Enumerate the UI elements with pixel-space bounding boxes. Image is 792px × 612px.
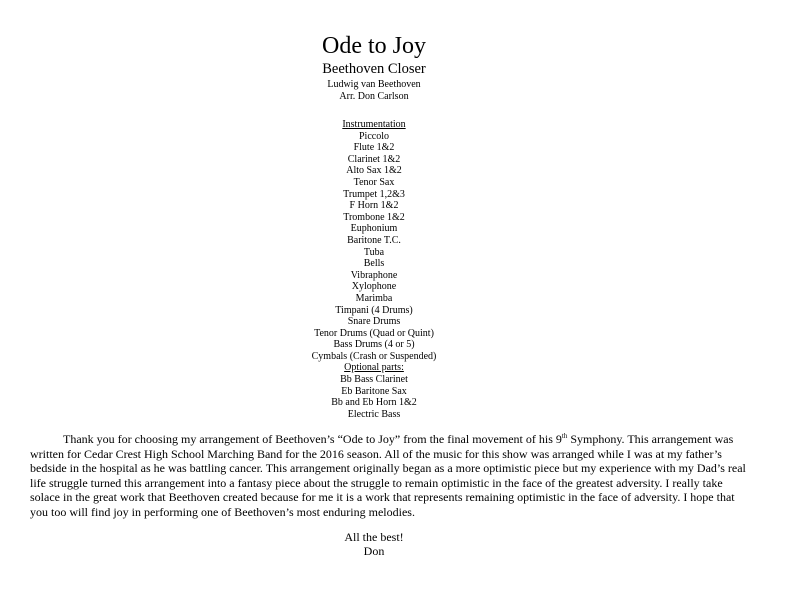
ordinal-superscript: th <box>561 432 568 440</box>
sign-off <box>274 530 474 558</box>
instrument-item: Cymbals (Crash or Suspended) <box>311 350 437 362</box>
arranger-credit: Arr. Don Carlson <box>339 90 409 102</box>
instrument-item: Timpani (4 Drums) <box>335 304 413 316</box>
optional-instrument-item: Bb Bass Clarinet <box>340 374 408 386</box>
optional-instrument-item: Eb Baritone Sax <box>341 385 407 397</box>
optional-parts-heading: Optional parts: <box>344 362 404 374</box>
optional-instrument-item: Bb and Eb Horn 1&2 <box>331 397 417 409</box>
instrument-item: Vibraphone <box>350 269 398 281</box>
instrument-item: Tuba <box>363 246 385 258</box>
instrumentation-heading: Instrumentation <box>342 119 406 130</box>
instrumentation-list <box>274 119 474 420</box>
instrument-item: F Horn 1&2 <box>349 200 399 212</box>
instrument-item: Xylophone <box>351 281 397 293</box>
instrument-item: Alto Sax 1&2 <box>346 165 402 177</box>
sign-off-line: All the best! <box>344 530 404 544</box>
instrument-item: Clarinet 1&2 <box>347 153 401 165</box>
instrument-item: Flute 1&2 <box>353 142 395 154</box>
instrument-item: Piccolo <box>359 130 389 142</box>
instrument-item: Tenor Sax <box>353 176 395 188</box>
instrument-item: Marimba <box>355 292 393 304</box>
page-subtitle: Beethoven Closer <box>322 61 426 77</box>
instrument-item: Tenor Drums (Quad or Quint) <box>314 327 434 339</box>
signature-name: Don <box>363 544 385 558</box>
instrument-item: Bass Drums (4 or 5) <box>333 339 415 351</box>
instrument-item: Bells <box>363 258 385 270</box>
page-title: Ode to Joy <box>322 33 426 59</box>
optional-instrument-item: Electric Bass <box>347 408 401 420</box>
instrument-item: Trombone 1&2 <box>343 211 405 223</box>
composer-credit: Ludwig van Beethoven <box>327 79 421 90</box>
arranger-note-paragraph <box>30 432 750 519</box>
note-text-part1: Thank you for choosing my arrangement of Beethoven’s “Ode to Joy” from the final movement of his 9 <box>63 432 562 446</box>
instrument-item: Snare Drums <box>347 316 401 328</box>
instrument-item: Trumpet 1,2&3 <box>343 188 405 200</box>
note-text-part2: Symphony. This arrangement was written for Cedar Crest High School Marching Band for the 2016 season. All of the music for this show was arranged while I was at my father’s bedside in the hospital as he was battling cancer. This arrangement originally began as a more optimistic piece but my experience with my Dad’s real life struggle turned this arrangement into a fantasy piece about the struggle to remain optimistic in the face of the greatest adversity. I really take solace in the great work that Beethoven created because for me it is a work that represents remaining optimistic in the face of adversity. I hope that you too will find joy in performing one of Beethoven’s most enduring melodies. <box>30 432 746 519</box>
instrument-item: Baritone T.C. <box>347 234 401 246</box>
instrument-item: Euphonium <box>350 223 398 235</box>
